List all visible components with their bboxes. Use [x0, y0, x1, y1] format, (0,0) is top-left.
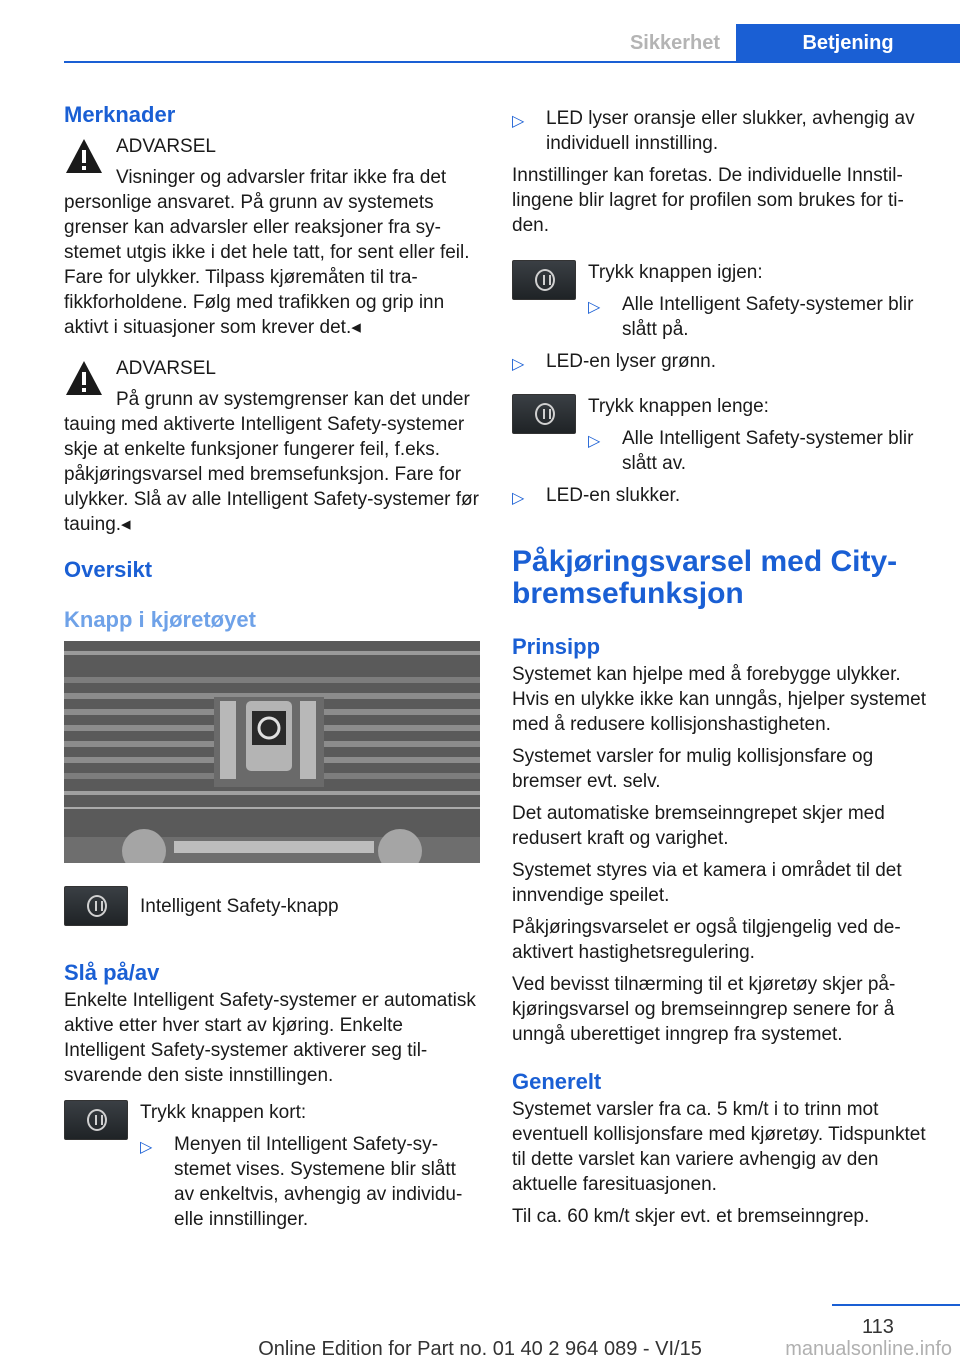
- bullet-triangle-icon: ▷: [140, 1139, 153, 1156]
- edition-footer: Online Edition for Part no. 01 40 2 964 089 - VI/15: [258, 1338, 702, 1360]
- dashboard-button-photo: [64, 641, 480, 863]
- intelligent-safety-button-icon: [64, 1100, 128, 1140]
- heading-generelt: Generelt: [512, 1069, 602, 1094]
- generelt-paragraph-1: Systemet varsler fra ca. 5 km/t i to trinn mot eventuell kollisjonsfare med kjøretøy. Tidspunktet til dette varslet kan variere avhengig av den aktuelle faresituasjonen.: [512, 1099, 926, 1195]
- prinsipp-paragraph-6: Ved bevisst tilnærming til et kjøretøy skjer påkjøringsvarsel og bremseinngrep senere for å unngå uberettiget inngrep fra systemet.: [512, 974, 896, 1045]
- list-item: ▷ LED-en lyser grønn.: [512, 349, 930, 374]
- right-column: [512, 100, 930, 1236]
- press-long-label: Trykk knappen lenge:: [588, 396, 769, 417]
- heading-oversikt: Oversikt: [64, 557, 153, 582]
- warning-text: På grunn av systemgrenser kan det under tauing med aktiverte Intelligent Safety-systemer skje at enkelte funksjoner fungerer feil, f.eks. påkjøringsvarsel med bremsefunksjon. Fare for ulykker. Slå av alle Intelligent Safety-systemer før tauing.◂: [64, 389, 479, 535]
- bullet-triangle-icon: ▷: [588, 433, 601, 450]
- list-item: ▷ Menyen til Intelligent Safety-systemet vises. Systemene blir slått av enkeltvis, avhengig av individuelle innstillinger.: [140, 1134, 463, 1230]
- warning-text: Visninger og advarsler fritar ikke fra det personlige ansvaret. På grunn av systemets grenser kan advarsler eller reaksjoner fra systemet utgis ikke i det hele tatt, for sent eller feil. Fare for ulykker. Tilpass kjøremåten til trafikkforholdene. Følg med trafikken og grip inn aktivt i situasjoner som krever det.◂: [64, 167, 470, 338]
- section-title: Påkjøringsvarsel med City-bremsefunksjon: [512, 545, 898, 610]
- heading-sla-pa-av: Slå på/av: [64, 960, 160, 985]
- press-short-label: Trykk knappen kort:: [140, 1102, 307, 1123]
- list-item: ▷ LED-en slukker.: [512, 483, 930, 508]
- caption-row: [64, 886, 480, 926]
- header-rule: [64, 61, 960, 63]
- list-item: ▷ Alle Intelligent Safety-systemer blir slått av.: [588, 428, 914, 474]
- intelligent-safety-button-icon: [512, 260, 576, 300]
- warning-triangle-icon: [64, 358, 104, 398]
- heading-knapp: Knapp i kjøretøyet: [64, 607, 256, 632]
- button-caption: Intelligent Safety-knapp: [140, 896, 339, 917]
- header-tabs: [614, 24, 960, 62]
- warning-title: ADVARSEL: [116, 136, 216, 157]
- warning-block-2: [64, 356, 480, 537]
- list-item: ▷ Alle Intelligent Safety-systemer blir slått på.: [588, 294, 914, 340]
- left-column: [64, 100, 480, 1239]
- bullet-triangle-icon: ▷: [512, 490, 525, 507]
- page-number: 113: [862, 1316, 894, 1338]
- intelligent-safety-button-icon: [64, 886, 128, 926]
- sla-paragraph: Enkelte Intelligent Safety-systemer er automatisk aktive etter hver start av kjøring. Enkelte Intelligent Safety-systemer aktiverer seg tilsvarende den siste innstillingen.: [64, 990, 476, 1086]
- innstillinger-paragraph: Innstillinger kan foretas. De individuelle Innstillingene blir lagret for profilen som brukes for tiden.: [512, 165, 904, 236]
- prinsipp-paragraph-1: Systemet kan hjelpe med å forebygge ulykker. Hvis en ulykke ikke kan unngås, hjelper systemet med å redusere kollisjonshastigheten.: [512, 664, 926, 735]
- generelt-paragraph-2: Til ca. 60 km/t skjer evt. et bremseinngrep.: [512, 1206, 870, 1227]
- bullet-triangle-icon: ▷: [512, 113, 525, 130]
- prinsipp-paragraph-4: Systemet styres via et kamera i området til det innvendige speilet.: [512, 860, 902, 906]
- intelligent-safety-button-icon: [512, 394, 576, 434]
- press-again-row: [512, 260, 930, 342]
- press-long-row: [512, 394, 930, 476]
- warning-triangle-icon: [64, 136, 104, 176]
- bullet-triangle-icon: ▷: [588, 299, 601, 316]
- prinsipp-paragraph-5: Påkjøringsvarselet er også tilgjengelig ved deaktivert hastighetsregulering.: [512, 917, 901, 963]
- footer-rule: [832, 1304, 960, 1306]
- press-again-label: Trykk knappen igjen:: [588, 262, 763, 283]
- warning-title: ADVARSEL: [116, 358, 216, 379]
- bullet-triangle-icon: ▷: [512, 356, 525, 373]
- prinsipp-paragraph-2: Systemet varsler for mulig kollisjonsfare og bremser evt. selv.: [512, 746, 874, 792]
- heading-merknader: Merknader: [64, 102, 176, 127]
- heading-prinsipp: Prinsipp: [512, 634, 601, 659]
- tab-betjening[interactable]: Betjening: [736, 24, 960, 62]
- warning-block-1: [64, 134, 480, 340]
- watermark: manualsonline.info: [785, 1338, 952, 1360]
- prinsipp-paragraph-3: Det automatiske bremseinngrepet skjer med redusert kraft og varighet.: [512, 803, 885, 849]
- list-item: ▷ LED lyser oransje eller slukker, avhengig av individuell innstilling.: [512, 108, 915, 154]
- press-short-row: [64, 1100, 480, 1232]
- tab-sikkerhet[interactable]: Sikkerhet: [629, 32, 720, 54]
